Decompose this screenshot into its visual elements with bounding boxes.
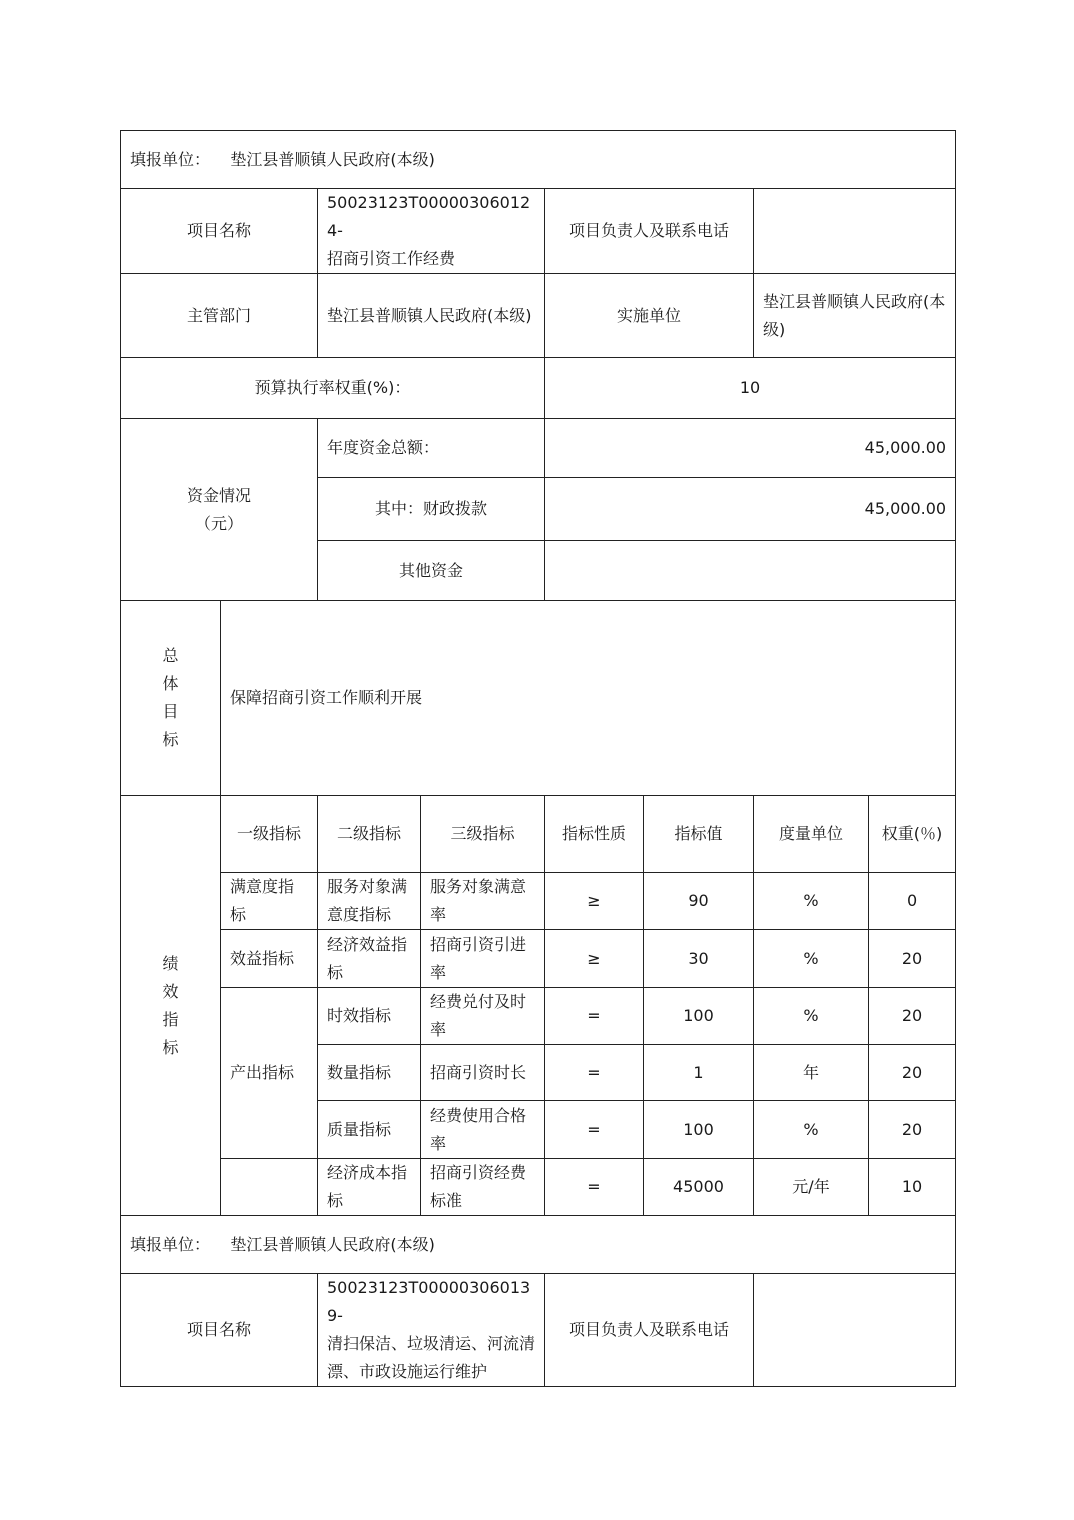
reporting-unit-value: 垫江县普顺镇人民政府(本级) [230, 149, 435, 169]
header-weight: 权重(％) [869, 796, 956, 873]
project-contact-value [754, 189, 956, 274]
value-cell: 100 [644, 988, 754, 1045]
weight-cell: 10 [869, 1159, 956, 1216]
unit-cell: % [754, 1101, 869, 1159]
nature-cell: ≥ [545, 930, 644, 988]
reporting-unit-label: 填报单位： [130, 149, 211, 169]
annual-total-value: 45,000.00 [545, 419, 956, 478]
project-name-label: 项目名称 [121, 189, 318, 274]
header-nature: 指标性质 [545, 796, 644, 873]
overall-goal-label [121, 601, 221, 796]
weight-cell: 20 [869, 988, 956, 1045]
reporting-unit [121, 1216, 956, 1274]
level3-cell: 招商引资引进率 [421, 930, 545, 988]
header-value: 指标值 [644, 796, 754, 873]
implementing-unit-value: 垫江县普顺镇人民政府(本级) [754, 274, 956, 358]
weight-cell: 20 [869, 930, 956, 988]
weight-cell: 20 [869, 1101, 956, 1159]
department-value: 垫江县普顺镇人民政府(本级) [318, 274, 545, 358]
level2-cell: 时效指标 [318, 988, 421, 1045]
level1-cell: 产出指标 [221, 988, 318, 1159]
project-code: 50023123T000003060139- [327, 1278, 531, 1325]
nature-cell: ≥ [545, 873, 644, 930]
indicator-row [121, 873, 956, 930]
performance-indicators-label [121, 796, 221, 1216]
project-contact-value [754, 1274, 956, 1387]
level1-cell: 效益指标 [221, 930, 318, 988]
department-label: 主管部门 [121, 274, 318, 358]
project-title: 招商引资工作经费 [327, 249, 456, 268]
overall-goal-text: 保障招商引资工作顺利开展 [221, 601, 956, 796]
unit-cell: 年 [754, 1045, 869, 1101]
overall-goal-row [121, 601, 956, 796]
fiscal-allocation-label: 其中：财政拨款 [318, 478, 545, 541]
value-cell: 45000 [644, 1159, 754, 1216]
annual-total-label: 年度资金总额： [318, 419, 545, 478]
nature-cell: = [545, 1101, 644, 1159]
perf-label-char: 绩 [162, 953, 179, 973]
budget-weight-label: 预算执行率权重(%)： [121, 358, 545, 419]
header-row [121, 131, 956, 189]
level2-cell: 经济效益指标 [318, 930, 421, 988]
project-name-value [318, 1274, 545, 1387]
other-funds-value [545, 541, 956, 601]
level2-cell: 数量指标 [318, 1045, 421, 1101]
funds-label-line1: 资金情况 [186, 485, 251, 505]
header-unit: 度量单位 [754, 796, 869, 873]
goal-label-char: 体 [162, 674, 179, 693]
header-level1: 一级指标 [221, 796, 318, 873]
budget-weight-row [121, 358, 956, 419]
project-contact-label: 项目负责人及联系电话 [545, 189, 754, 274]
perf-label-char: 效 [162, 981, 179, 1001]
indicator-row [121, 930, 956, 988]
weight-cell: 20 [869, 1045, 956, 1101]
unit-cell: % [754, 930, 869, 988]
performance-form-table [120, 130, 956, 1387]
funds-label-line2: （元） [194, 513, 243, 533]
implementing-unit-label: 实施单位 [545, 274, 754, 358]
level3-cell: 招商引资时长 [421, 1045, 545, 1101]
indicator-row [121, 1159, 956, 1216]
fiscal-allocation-value: 45,000.00 [545, 478, 956, 541]
project-contact-label: 项目负责人及联系电话 [545, 1274, 754, 1387]
nature-cell: = [545, 1159, 644, 1216]
goal-label-char: 总 [162, 646, 179, 665]
nature-cell: = [545, 1045, 644, 1101]
level3-cell: 经费兑付及时率 [421, 988, 545, 1045]
budget-weight-value: 10 [545, 358, 956, 419]
value-cell: 1 [644, 1045, 754, 1101]
level3-cell: 招商引资经费标准 [421, 1159, 545, 1216]
header-level3: 三级指标 [421, 796, 545, 873]
perf-label-char: 标 [162, 1037, 179, 1057]
project-title: 清扫保洁、垃圾清运、河流清漂、市政设施运行维护 [327, 1334, 536, 1381]
department-row [121, 274, 956, 358]
header-level2: 二级指标 [318, 796, 421, 873]
project-name-row [121, 1274, 956, 1387]
other-funds-label: 其他资金 [318, 541, 545, 601]
level2-cell: 经济成本指标 [318, 1159, 421, 1216]
value-cell: 30 [644, 930, 754, 988]
reporting-unit-value: 垫江县普顺镇人民政府(本级) [230, 1234, 435, 1254]
value-cell: 100 [644, 1101, 754, 1159]
unit-cell: % [754, 873, 869, 930]
reporting-unit [121, 131, 956, 189]
goal-label-char: 标 [162, 730, 179, 749]
unit-cell: 元/年 [754, 1159, 869, 1216]
project-name-row [121, 189, 956, 274]
perf-label-char: 指 [162, 1009, 179, 1029]
goal-label-char: 目 [162, 702, 179, 721]
indicator-header-row [121, 796, 956, 873]
nature-cell: = [545, 988, 644, 1045]
level3-cell: 经费使用合格率 [421, 1101, 545, 1159]
level1-cell: 满意度指标 [221, 873, 318, 930]
level1-cell [221, 1159, 318, 1216]
unit-cell: % [754, 988, 869, 1045]
funds-label [121, 419, 318, 601]
funds-total-row [121, 419, 956, 478]
value-cell: 90 [644, 873, 754, 930]
project-code: 50023123T000003060124- [327, 193, 531, 240]
level2-cell: 服务对象满意度指标 [318, 873, 421, 930]
project-name-value [318, 189, 545, 274]
indicator-row [121, 988, 956, 1045]
reporting-unit-label: 填报单位： [130, 1234, 211, 1254]
weight-cell: 0 [869, 873, 956, 930]
project-name-label: 项目名称 [121, 1274, 318, 1387]
header-row [121, 1216, 956, 1274]
level2-cell: 质量指标 [318, 1101, 421, 1159]
level3-cell: 服务对象满意率 [421, 873, 545, 930]
